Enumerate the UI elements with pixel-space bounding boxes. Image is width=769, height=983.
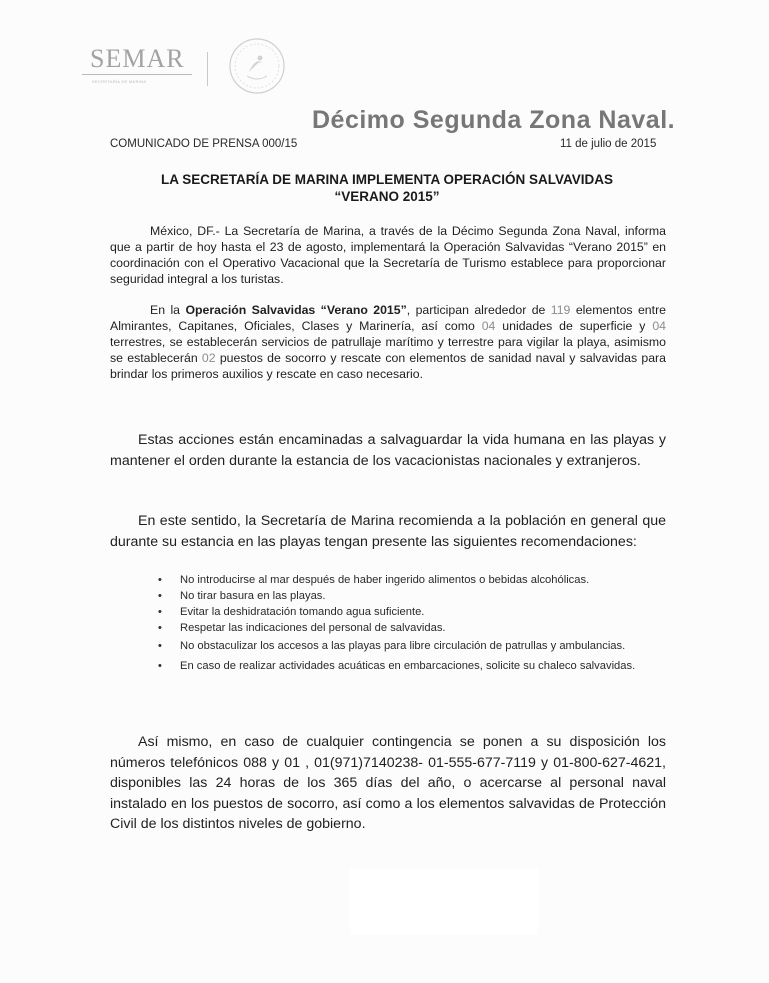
bullet-icon: • — [158, 606, 162, 618]
recommendation-item: • No obstaculizar los accesos a las playas para libre circulación de patrullas y ambulancias. — [158, 640, 626, 652]
release-date: 11 de julio de 2015 — [560, 138, 657, 150]
press-release-number: COMUNICADO DE PRENSA 000/15 — [110, 138, 298, 150]
bullet-icon: • — [158, 622, 162, 634]
paragraph-intro: México, DF.- La Secretaría de Marina, a través de la Décimo Segunda Zona Naval, informa que a partir de hoy hasta el 23 de agosto, implementará la Operación Salvavidas “Verano 2015” en coordinación con el Operativo Vacacional que la Secretaría de Turismo establece para proporcionar seguridad integral a los turistas. — [110, 224, 666, 286]
paragraph-contact: Así mismo, en caso de cualquier contingencia se ponen a su disposición los números telefónicos 088 y 01 , 01(971)7140238- 01-555-677-7119 y 01-800-627-4621, disponibles las 24 horas de los 365 días del año, o acercarse al personal naval instalado en los puestos de socorro, así como a los elementos salvavidas de Protección Civil de los distintos niveles de gobierno. — [110, 734, 666, 832]
semar-logo — [82, 38, 272, 100]
bullet-icon: • — [158, 574, 162, 586]
recommendation-item: • Evitar la deshidratación tomando agua suficiente. — [158, 606, 425, 618]
bullet-icon: • — [158, 590, 162, 602]
logo-subtext: SECRETARÍA DE MARINA — [92, 79, 147, 84]
operation-name: Operación Salvavidas “Verano 2015” — [185, 303, 407, 317]
recommendations-list — [158, 572, 666, 674]
surface-units-count: 04 — [481, 319, 496, 333]
land-units-count: 04 — [652, 319, 666, 333]
zone-title: Décimo Segunda Zona Naval. — [312, 106, 676, 134]
elements-count: 119 — [550, 303, 571, 317]
paragraph-recommendations-intro: En este sentido, la Secretaría de Marina recomienda a la población en general que durante su estancia en las playas tengan presente las siguientes recomendaciones: — [110, 513, 666, 550]
recommendation-item: • No introducirse al mar después de haber ingerido alimentos o bebidas alcohólicas. — [158, 574, 590, 586]
logo-underline — [82, 74, 192, 75]
bullet-icon: • — [158, 640, 162, 652]
paragraph-purpose: Estas acciones están encaminadas a salvaguardar la vida humana en las playas y mantener el orden durante la estancia de los vacacionistas nacionales y extranjeros. — [110, 432, 666, 469]
headline-line-2: “VERANO 2015” — [334, 189, 440, 204]
logo-wordmark: SEMAR — [90, 44, 185, 73]
headline-line-1: LA SECRETARÍA DE MARINA IMPLEMENTA OPERACIÓN SALVAVIDAS — [160, 172, 613, 187]
paragraph-operation: En la Operación Salvavidas “Verano 2015”, participan alrededor de 119 elementos entre Almirantes, Capitanes, Oficiales, Clases y Marinería, así como 04 unidades de superficie y 04 terrestres, se establecerán servicios de patrullaje marítimo y terrestre para vigilar la playa, asimismo se establecerán 02 puestos de socorro y rescate con elementos de sanidad naval y salvavidas para brindar los primeros auxilios y rescate en caso necesario. — [110, 303, 666, 381]
bullet-icon: • — [158, 660, 162, 672]
recommendation-item: • Respetar las indicaciones del personal de salvavidas. — [158, 622, 446, 634]
recommendation-item: • En caso de realizar actividades acuáticas en embarcaciones, solicite su chaleco salvavidas. — [158, 660, 636, 672]
national-seal-icon — [227, 36, 287, 96]
rescue-posts-count: 02 — [201, 351, 216, 365]
redacted-signature-area — [350, 869, 538, 935]
recommendation-item: • No tirar basura en las playas. — [158, 590, 326, 602]
logo-divider — [207, 52, 208, 86]
